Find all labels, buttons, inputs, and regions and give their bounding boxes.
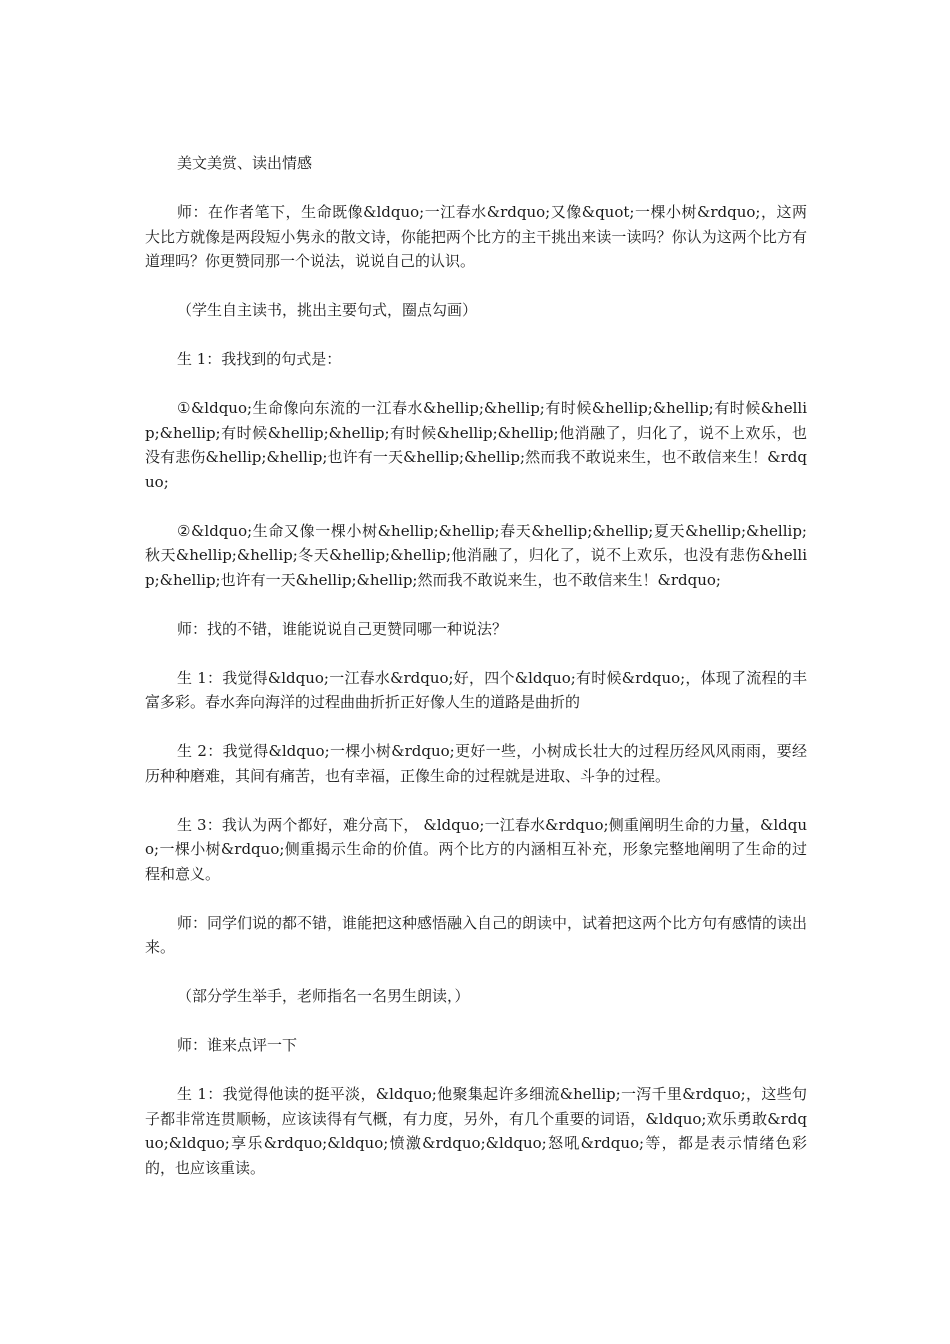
paragraph-teacher-question: 师：在作者笔下，生命既像&ldquo;一江春水&rdquo;又像&quot;一棵小树&rdquo;，这两大比方就像是两段短小隽永的散文诗，你能把两个比方的主干挑出来读一读吗？你认为这两个比方有道理吗？你更赞同那一个说法，说说自己的认识。 bbox=[145, 203, 807, 270]
paragraph-student-1-intro: 生 1：我找到的句式是： bbox=[177, 350, 342, 368]
paragraph-student-3-answer: 生 3：我认为两个都好，难分高下， &ldquo;一江春水&rdquo;侧重阐明生命的力量，&ldquo;一棵小树&rdquo;侧重揭示生命的价值。两个比方的内涵相互补充，形象完整地阐明了生命的过程和意义。 bbox=[145, 815, 807, 883]
section-heading: 美文美赏、读出情感 bbox=[177, 154, 313, 172]
paragraph-student-2-answer: 生 2：我觉得&ldquo;一棵小树&rdquo;更好一些，小树成长壮大的过程历经风风雨雨，要经历种种磨难，其间有痛苦，也有幸福，正像生命的过程就是进取、斗争的过程。 bbox=[145, 742, 807, 785]
paragraph-student-1-answer: 生 1：我觉得&ldquo;一江春水&rdquo;好，四个&ldquo;有时候&rdquo;，体现了流程的丰富多彩。春水奔向海洋的过程曲曲折折正好像人生的道路是曲折的 bbox=[145, 668, 807, 711]
paragraph-quote-1: ①&ldquo;生命像向东流的一江春水&hellip;&hellip;有时候&hellip;&hellip;有时候&hellip;&hellip;有时候&hellip;&hellip;有时候&hellip;&hellip;他消融了，归化了，说不上欢乐，也没有悲伤&hellip;&hellip;也许有一天&hellip;&hellip;然而我不敢说来生，也不敢信来生！&rdquo; bbox=[145, 399, 807, 491]
paragraph-quote-2: ②&ldquo;生命又像一棵小树&hellip;&hellip;春天&hellip;&hellip;夏天&hellip;&hellip;秋天&hellip;&hellip;冬天&hellip;&hellip;他消融了，归化了，说不上欢乐，也没有悲伤&hellip;&hellip;也许有一天&hellip;&hellip;然而我不敢说来生，也不敢信来生！&rdquo; bbox=[145, 521, 807, 589]
paragraph-reading-note: （部分学生举手，老师指名一名男生朗读，） bbox=[177, 987, 470, 1005]
paragraph-teacher-review: 师：谁来点评一下 bbox=[177, 1036, 298, 1054]
paragraph-student-1-review: 生 1：我觉得他读的挺平淡，&ldquo;他聚集起许多细流&hellip;一泻千里&rdquo;，这些句子都非常连贯顺畅，应该读得有气概，有力度，另外，有几个重要的词语，&ldquo;欢乐勇敢&rdquo;&ldquo;享乐&rdquo;&ldquo;愤激&rdquo;&ldquo;怒吼&rdquo;等，都是表示情绪色彩的，也应该重读。 bbox=[145, 1085, 807, 1177]
paragraph-activity-note: （学生自主读书，挑出主要句式，圈点勾画） bbox=[177, 301, 478, 319]
document-body bbox=[145, 151, 807, 1205]
paragraph-teacher-reading-prompt: 师：同学们说的都不错，谁能把这种感悟融入自己的朗读中，试着把这两个比方句有感情的读出来。 bbox=[145, 913, 808, 956]
paragraph-teacher-followup: 师：找的不错，谁能说说自己更赞同哪一种说法？ bbox=[177, 619, 508, 638]
